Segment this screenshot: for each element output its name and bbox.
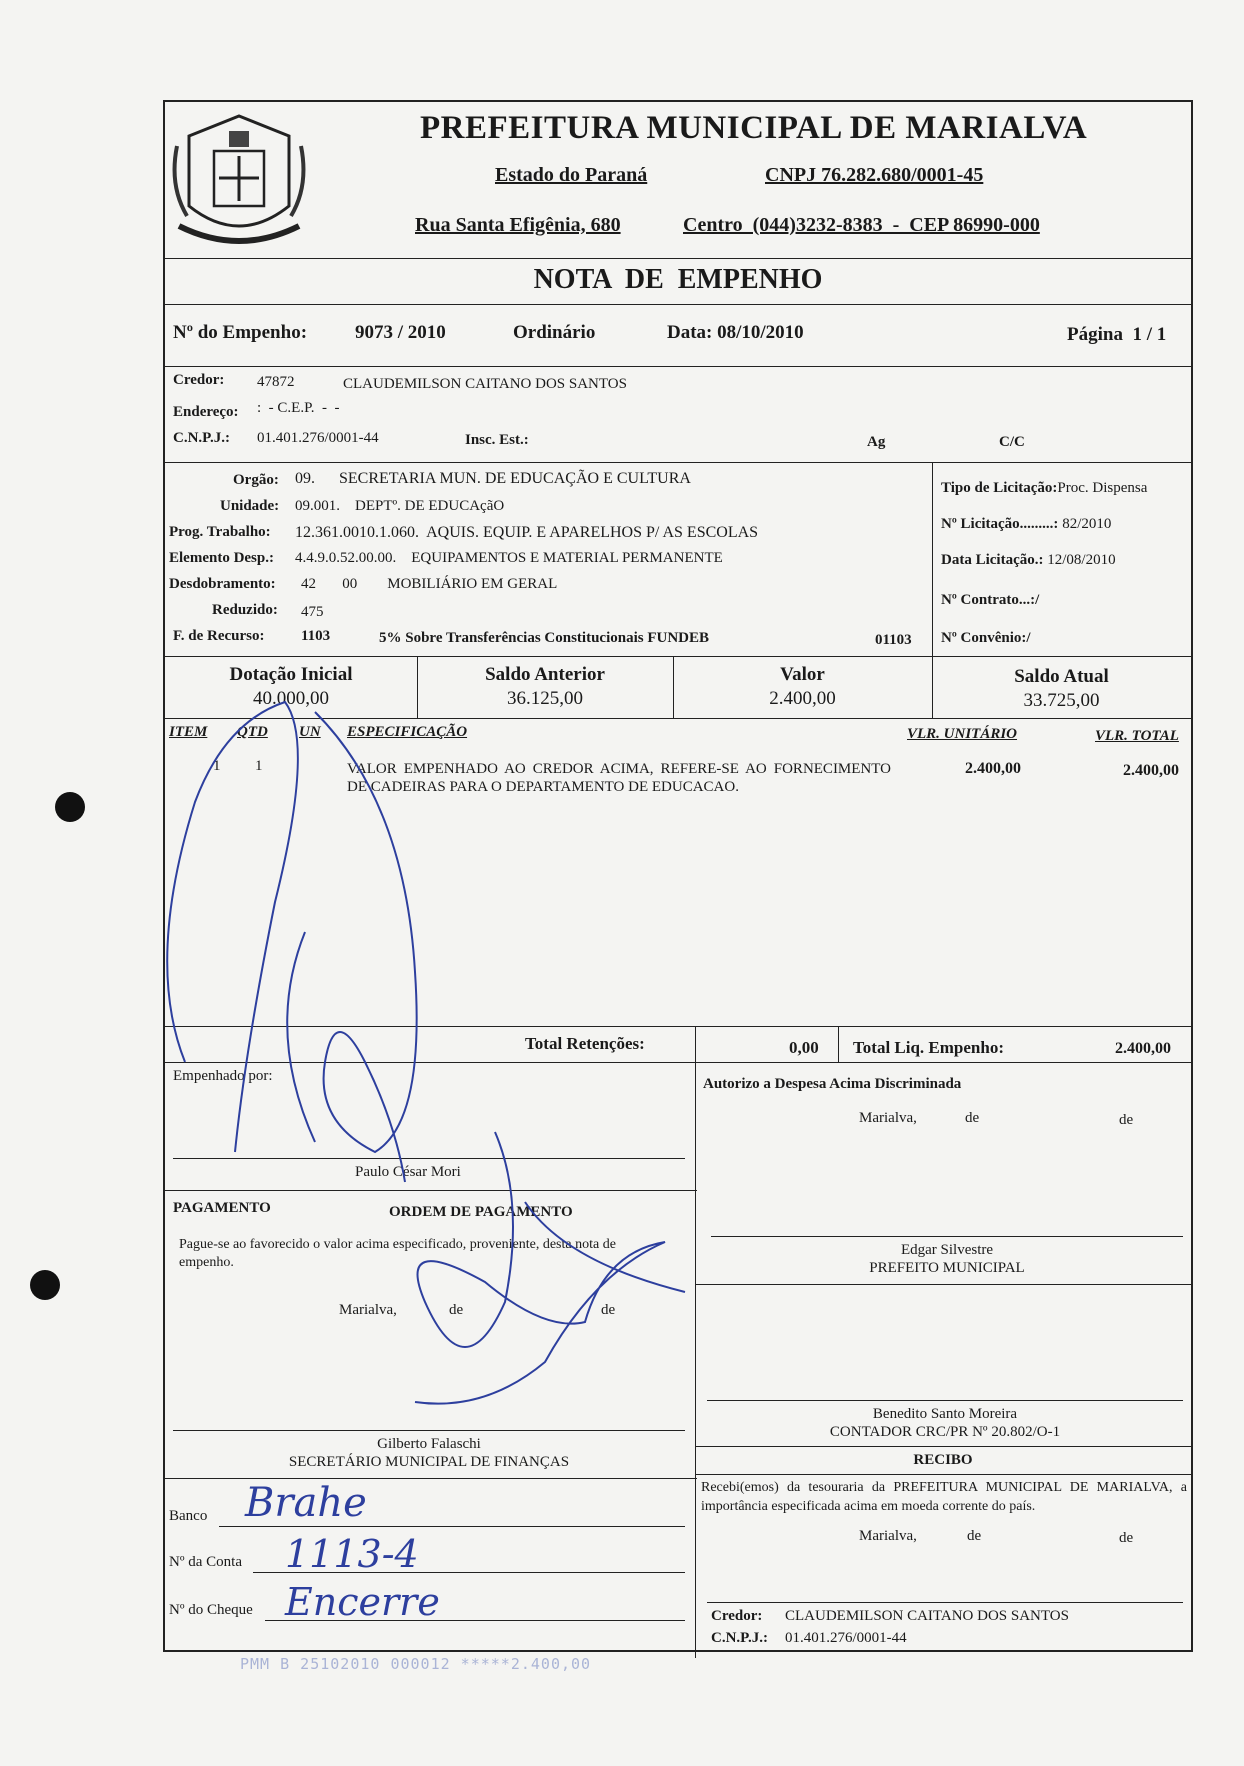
recibo-cnpj-value: 01.401.276/0001-44	[785, 1630, 907, 1646]
saldo-anterior-value: 36.125,00	[507, 688, 583, 709]
recibo-de1: de	[967, 1528, 982, 1544]
secretario-name: Gilberto Falaschi	[377, 1436, 481, 1452]
prefeito-name: Edgar Silvestre	[900, 1242, 994, 1258]
saldo-atual-value: 33.725,00	[1023, 690, 1100, 711]
num-licitacao-label: Nº Licitação.........: 82/2010	[941, 516, 1112, 532]
pagamento-place: Marialva,	[339, 1302, 397, 1318]
saldo-atual-label: Saldo Atual	[1014, 666, 1109, 687]
empenho-number: 9073 / 2010	[355, 322, 446, 343]
credor-name: CLAUDEMILSON CAITANO DOS SANTOS	[343, 376, 627, 392]
col-qtd: QTD	[237, 724, 268, 740]
elemento-value: 4.4.9.0.52.00.00. EQUIPAMENTOS E MATERIAL PERMANENTE	[295, 550, 723, 566]
empenhado-label: Empenhado por:	[173, 1068, 273, 1084]
reduzido-label: Reduzido:	[212, 602, 278, 618]
total-liq-label: Total Liq. Empenho:	[853, 1038, 1004, 1057]
contador-role: CONTADOR CRC/PR Nº 20.802/O-1	[829, 1424, 1061, 1440]
col-item: ITEM	[169, 724, 208, 740]
cash-register-stamp: PMM B 25102010 000012 *****2.400,00	[240, 1655, 592, 1673]
cheque-value: Encerre	[285, 1580, 440, 1624]
orgao-label: Orgão:	[233, 472, 279, 488]
page-number: Página 1 / 1	[1067, 324, 1167, 345]
contrato-label: Nº Contrato...:/	[941, 592, 1040, 608]
autorizo-place: Marialva,	[859, 1110, 917, 1126]
recurso-description: 5% Sobre Transferências Constitucionais FUNDEB	[379, 630, 710, 646]
desdobramento-label: Desdobramento:	[169, 576, 276, 592]
credor-label: Credor:	[173, 372, 225, 388]
pagamento-de2: de	[601, 1302, 616, 1318]
elemento-label: Elemento Desp.:	[169, 550, 274, 566]
data-licitacao-label: Data Licitação.: 12/08/2010	[941, 552, 1116, 568]
nota-de-empenho-form	[163, 100, 1193, 1652]
dotacao-label: Dotação Inicial	[229, 664, 353, 685]
endereco-value: : - C.E.P. - -	[257, 400, 340, 416]
autorizo-label: Autorizo a Despesa Acima Discriminada	[703, 1076, 962, 1092]
header-cnpj: CNPJ 76.282.680/0001-45	[765, 164, 984, 186]
dotacao-value: 40.000,00	[253, 688, 329, 709]
recibo-de2: de	[1119, 1530, 1134, 1546]
autorizo-de2: de	[1119, 1112, 1134, 1128]
total-retencoes-label: Total Retenções:	[525, 1034, 645, 1053]
prog-label: Prog. Trabalho:	[169, 524, 271, 540]
empenho-number-label: Nº do Empenho:	[173, 322, 308, 343]
recibo-place: Marialva,	[859, 1528, 917, 1544]
col-vlr-total: VLR. TOTAL	[1095, 728, 1179, 744]
punch-hole-bottom	[30, 1270, 60, 1300]
conta-value: 1113-4	[285, 1532, 419, 1576]
insc-est-label: Insc. Est.:	[465, 432, 529, 448]
prog-value: 12.361.0010.1.060. AQUIS. EQUIP. E APARELHOS P/ AS ESCOLAS	[295, 524, 759, 541]
credor-code: 47872	[257, 374, 295, 390]
recibo-label: RECIBO	[913, 1452, 973, 1468]
header-district-phone: Centro (044)3232-8383 - CEP 86990-000	[683, 214, 1040, 236]
conta-label: Nº da Conta	[169, 1554, 242, 1570]
ag-label: Ag	[867, 434, 886, 450]
autorizo-de1: de	[965, 1110, 980, 1126]
item-qtd: 1	[255, 758, 263, 774]
pagamento-text: Pague-se ao favorecido o valor acima especificado, proveniente, desta nota de empenho.	[179, 1237, 616, 1270]
cnpj-label: C.N.P.J.:	[173, 430, 230, 446]
item-total-value: 2.400,00	[1123, 762, 1179, 779]
header-state: Estado do Paraná	[495, 164, 648, 186]
pagamento-de1: de	[449, 1302, 464, 1318]
item-number: 1	[213, 758, 221, 774]
cc-label: C/C	[999, 434, 1025, 450]
empenhado-name: Paulo César Mori	[355, 1164, 461, 1180]
banco-value: Brahe	[245, 1480, 367, 1526]
item-spec: VALOR EMPENHADO AO CREDOR ACIMA, REFERE-SE AO FORNECIMENTO DE CADEIRAS PARA O DEPARTAMENTO DE EDUCACAO.	[347, 761, 891, 795]
header-title: PREFEITURA MUNICIPAL DE MARIALVA	[420, 110, 1088, 146]
secretario-role: SECRETÁRIO MUNICIPAL DE FINANÇAS	[288, 1454, 570, 1470]
total-liq-value: 2.400,00	[1115, 1040, 1171, 1057]
doc-title: NOTA DE EMPENHO	[533, 264, 823, 295]
prefeito-role: PREFEITO MUNICIPAL	[869, 1260, 1025, 1276]
punch-hole-top	[55, 792, 85, 822]
recurso-label: F. de Recurso:	[173, 628, 265, 644]
recibo-text: Recebi(emos) da tesouraria da PREFEITURA MUNICIPAL DE MARIALVA, a importância especificada acima em moeda corrente do país.	[701, 1480, 1187, 1514]
recibo-credor-value: CLAUDEMILSON CAITANO DOS SANTOS	[785, 1608, 1069, 1624]
unidade-label: Unidade:	[220, 498, 280, 514]
col-especificacao: ESPECIFICAÇÃO	[347, 724, 468, 740]
valor-value: 2.400,00	[769, 688, 836, 709]
col-un: UN	[299, 724, 321, 740]
cnpj-value: 01.401.276/0001-44	[257, 430, 379, 446]
item-unit-value: 2.400,00	[965, 760, 1021, 777]
contador-name: Benedito Santo Moreira	[872, 1406, 1018, 1422]
cheque-label: Nº do Cheque	[169, 1602, 253, 1618]
reduzido-value: 475	[301, 604, 324, 620]
banco-label: Banco	[169, 1508, 208, 1524]
endereco-label: Endereço:	[173, 404, 239, 420]
empenho-date: Data: 08/10/2010	[667, 322, 804, 343]
col-vlr-unitario: VLR. UNITÁRIO	[907, 726, 1018, 742]
unidade-value: 09.001. DEPTº. DE EDUCAçãO	[295, 498, 505, 514]
saldo-anterior-label: Saldo Anterior	[485, 664, 605, 685]
empenho-type: Ordinário	[513, 322, 596, 343]
signature-scribble-icon	[165, 102, 1191, 1654]
orgao-value: 09. SECRETARIA MUN. DE EDUCAÇÃO E CULTURA	[295, 470, 691, 487]
recibo-cnpj-label: C.N.P.J.:	[711, 1630, 768, 1646]
recibo-credor-label: Credor:	[711, 1608, 763, 1624]
convenio-label: Nº Convênio:/	[941, 630, 1031, 646]
desdobramento-value: 42 00 MOBILIÁRIO EM GERAL	[301, 576, 558, 592]
ordem-pagamento-label: ORDEM DE PAGAMENTO	[389, 1204, 573, 1220]
pagamento-label: PAGAMENTO	[173, 1200, 271, 1216]
valor-label: Valor	[780, 664, 825, 685]
tipo-licitacao-label: Tipo de Licitação:Proc. Dispensa	[941, 480, 1148, 496]
header-address: Rua Santa Efigênia, 680	[415, 214, 621, 236]
recurso-code: 1103	[301, 628, 331, 644]
total-retencoes-value: 0,00	[789, 1038, 819, 1057]
recurso-reference: 01103	[875, 632, 912, 648]
